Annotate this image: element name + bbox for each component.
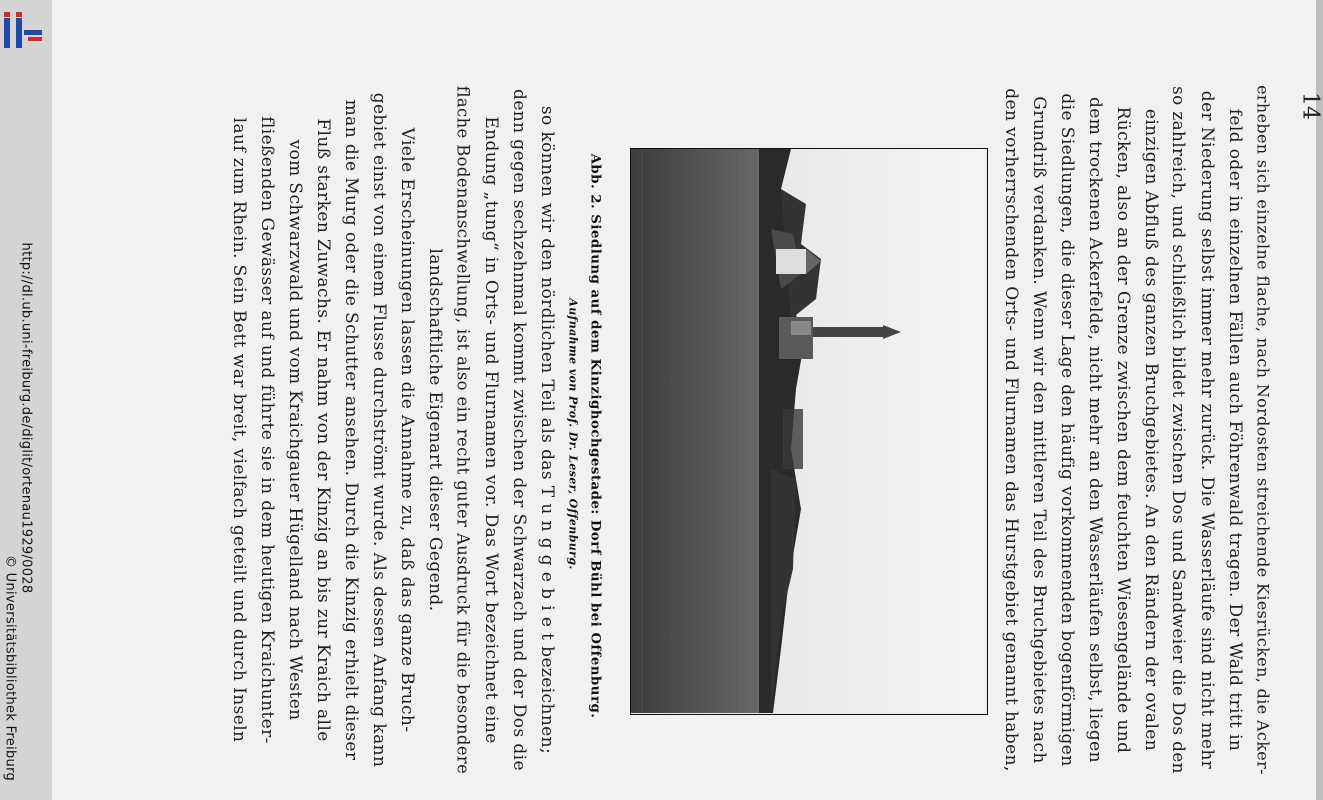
scanned-page: 14 erheben sich einzelne flache, nach Nordosten streichende Kiesrücken, die Acker- feld oder in einzelnen Fällen auch Föhrenwald tragen. Der Wald tritt in der Niederung selbst immer mehr zurück. Die Wasserläufe sind nicht mehr so zahlreich, und schließlich bildet zwischen Dos und Sandweier die Dos den einzigen Abfluß des ganzen Bruchgebietes. An den Rändern der ovalen Rücken, also an der Grenze zwischen dem feuchten Wiesengelände und dem trockenen Ackerfelde, nicht mehr an den Wasserläufen selbst, liegen die Siedlungen, die dieser Lage den häufig vorkommenden bogenförmigen Grundriß verdanken. Wenn wir den mittleren Teil des Bruchgebietes nach den vorherrschenden Orts- und Flurnamen das Hurstgebiet genannt haben, Abb. 2. Siedlung auf dem Kinzighochgestade: Dorf Bühl bei Offenburg. Aufnahme von Prof. Dr. Leser, Offenburg. so können wir den nördlichen Teil als das T u n g g e b i e t bezeichnen; denn gegen sechzehnmal kommt zwischen der Schwarzach und der Dos die Endung „tung“ in Orts- und Flurnamen vor. Das Wort bezeichnet eine flache Bodenanschwellung, ist also ein recht guter Ausdruck für die besondere landschaftliche Eigenart dieser Gegend. Viele Erscheinungen lassen die Annahme zu, daß das ganze Bruch- gebiet einst von einem Flusse durchströmt wurde. Als dessen Anfang kann man die Murg oder die Schutter ansehen. Durch die Kinzig erhielt dieser Fluß starken Zuwachs. Er nahm von der Kinzig an bis zur Kraich alle vom Schwarzwald und vom Kraichgauer Hügelland nach Westen fließenden Gewässer auf und führte sie in dem heutigen Kraichunter- lauf zum Rhein. Sein Bett war breit, vielfach geteilt und durch Inseln bbox=[52, 0, 1316, 800]
library-logo-icon[interactable] bbox=[2, 10, 44, 50]
figure-credit: Aufnahme von Prof. Dr. Leser, Offenburg. bbox=[566, 298, 580, 570]
page-number: 14 bbox=[1297, 92, 1323, 120]
figure-photo bbox=[630, 148, 988, 715]
figure-caption: Abb. 2. Siedlung auf dem Kinzighochgestade: Dorf Bühl bei Offenburg. bbox=[587, 153, 603, 719]
copyright-notice: © Universitätsbibliothek Freiburg bbox=[2, 554, 18, 782]
viewer-sidebar bbox=[0, 0, 52, 800]
source-url: http://dl.ub.uni-freiburg.de/diglit/ortenau1929/0028 bbox=[18, 242, 34, 594]
